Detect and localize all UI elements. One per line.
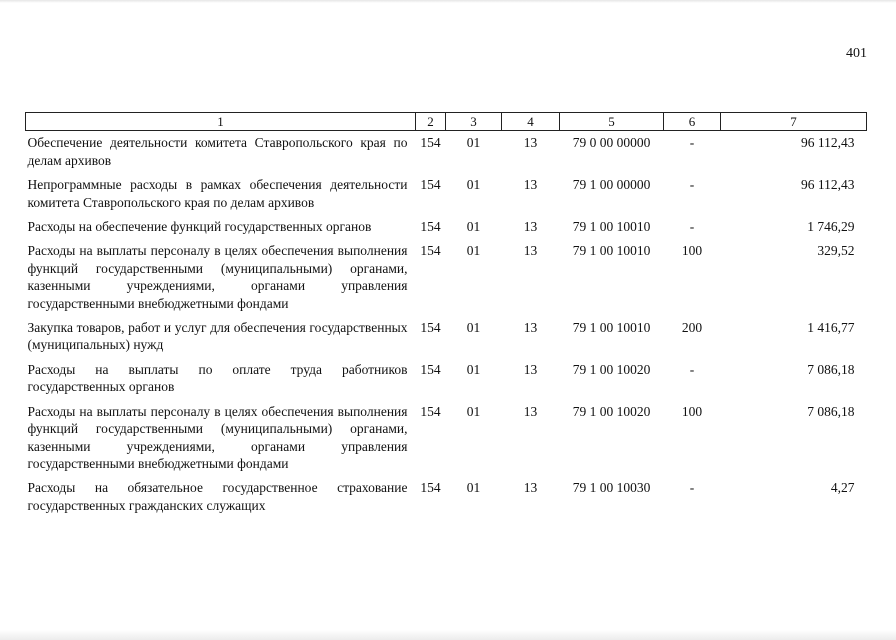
column-header: 3 xyxy=(446,113,502,131)
expense-type-code: - xyxy=(689,219,695,235)
section-code: 01 xyxy=(466,219,481,235)
subsection-code: 13 xyxy=(523,480,538,496)
table-row xyxy=(26,131,867,173)
expense-type-code: - xyxy=(689,361,695,377)
column-header: 5 xyxy=(560,113,664,131)
section-code: 01 xyxy=(466,403,481,419)
target-article-code: 79 1 00 10010 xyxy=(572,320,651,336)
target-article-code: 79 1 00 10010 xyxy=(572,219,651,235)
expense-type-code: 200 xyxy=(681,320,703,336)
section-code: 01 xyxy=(466,361,481,377)
column-header: 1 xyxy=(26,113,416,131)
section-code: 01 xyxy=(466,243,481,259)
target-article-code: 79 0 00 00000 xyxy=(572,135,651,151)
section-code: 01 xyxy=(466,480,481,496)
department-code: 154 xyxy=(420,361,441,377)
target-article-code: 79 1 00 00000 xyxy=(572,177,651,193)
expense-name: Расходы на обеспечение функций государственных органов xyxy=(27,219,372,235)
subsection-code: 13 xyxy=(523,243,538,259)
scan-edge-top xyxy=(0,0,896,3)
amount: 7 086,18 xyxy=(807,361,855,377)
target-article-code: 79 1 00 10010 xyxy=(572,243,651,259)
subsection-code: 13 xyxy=(523,177,538,193)
expense-name: Закупка товаров, работ и услуг для обеспечения государственных (муниципальных) нужд xyxy=(27,320,408,353)
subsection-code: 13 xyxy=(523,135,538,151)
column-header: 4 xyxy=(502,113,560,131)
amount: 329,52 xyxy=(817,243,855,259)
expense-name: Расходы на выплаты персоналу в целях обеспечения выполнения функций государственными (муниципальными) органами, казенными учреждениями, органами управления государственными внебюджетными фондами xyxy=(27,243,408,311)
table-row xyxy=(26,215,867,239)
table-row xyxy=(26,239,867,316)
column-header: 7 xyxy=(721,113,867,131)
expense-type-code: 100 xyxy=(681,403,703,419)
scan-edge-bottom xyxy=(0,630,896,640)
section-code: 01 xyxy=(466,135,481,151)
amount: 96 112,43 xyxy=(801,177,855,193)
table-row xyxy=(26,358,867,400)
expense-name: Расходы на выплаты персоналу в целях обеспечения выполнения функций государственными (муниципальными) органами, казенными учреждениями, органами управления государственными внебюджетными фондами xyxy=(27,403,408,471)
section-code: 01 xyxy=(466,177,481,193)
expense-name: Обеспечение деятельности комитета Ставропольского края по делам архивов xyxy=(27,135,408,168)
amount: 7 086,18 xyxy=(807,403,855,419)
department-code: 154 xyxy=(420,320,441,336)
expense-type-code: 100 xyxy=(681,243,703,259)
expense-name: Непрограммные расходы в рамках обеспечения деятельности комитета Ставропольского края по делам архивов xyxy=(27,177,408,210)
table-row xyxy=(26,316,867,358)
amount: 96 112,43 xyxy=(801,135,855,151)
expense-type-code: - xyxy=(689,135,695,151)
department-code: 154 xyxy=(420,403,441,419)
table-row xyxy=(26,476,867,518)
target-article-code: 79 1 00 10030 xyxy=(572,480,651,496)
section-code: 01 xyxy=(466,320,481,336)
table-row xyxy=(26,173,867,215)
department-code: 154 xyxy=(420,480,441,496)
expense-name: Расходы на выплаты по оплате труда работников государственных органов xyxy=(27,361,408,395)
expense-type-code: - xyxy=(689,480,695,496)
target-article-code: 79 1 00 10020 xyxy=(572,361,651,377)
subsection-code: 13 xyxy=(523,403,538,419)
expense-name: Расходы на обязательное государственное страхование государственных гражданских служащих xyxy=(27,480,408,513)
column-header: 6 xyxy=(664,113,721,131)
department-code: 154 xyxy=(420,177,441,193)
department-code: 154 xyxy=(420,135,441,151)
expense-type-code: - xyxy=(689,177,695,193)
amount: 1 746,29 xyxy=(807,219,855,235)
department-code: 154 xyxy=(420,243,441,259)
subsection-code: 13 xyxy=(523,361,538,377)
page-number: 401 xyxy=(846,46,867,61)
department-code: 154 xyxy=(420,219,441,235)
subsection-code: 13 xyxy=(523,320,538,336)
table-row xyxy=(26,400,867,477)
amount: 1 416,77 xyxy=(807,320,855,336)
table-header-row xyxy=(26,113,867,131)
budget-table xyxy=(25,112,867,518)
amount: 4,27 xyxy=(830,480,855,496)
column-header: 2 xyxy=(416,113,446,131)
target-article-code: 79 1 00 10020 xyxy=(572,403,651,419)
subsection-code: 13 xyxy=(523,219,538,235)
